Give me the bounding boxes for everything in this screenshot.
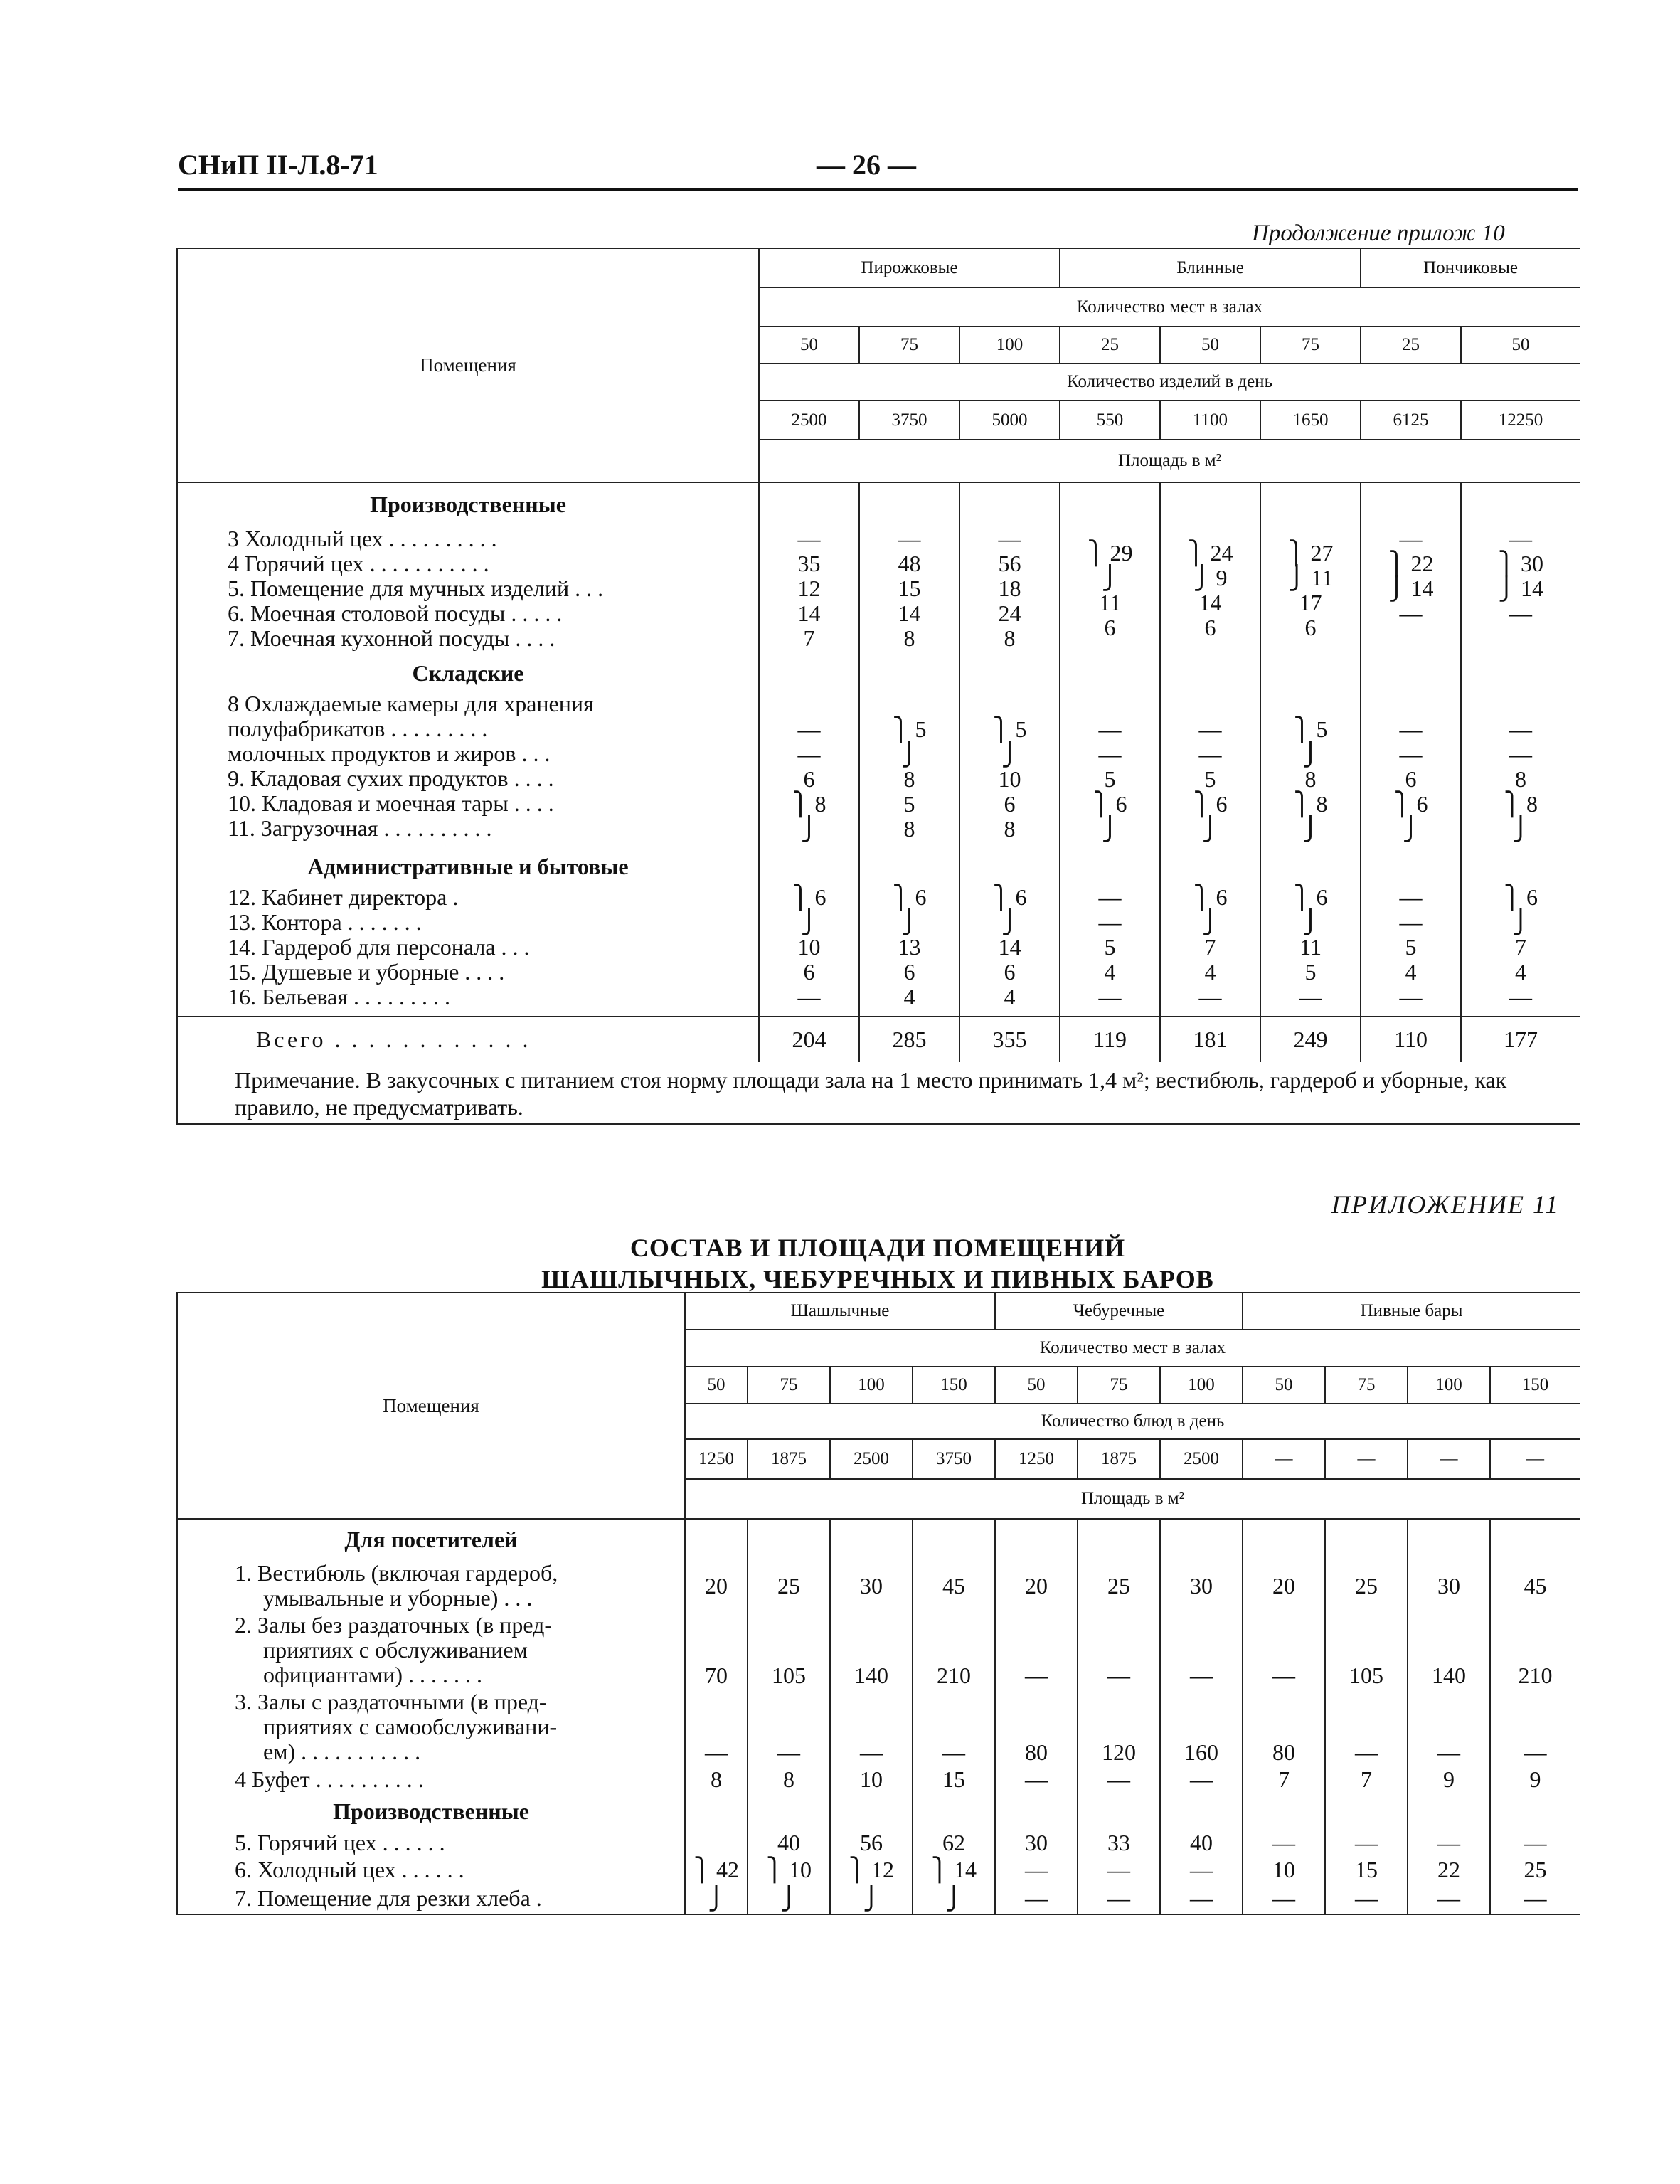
value-cell (685, 1829, 748, 1856)
room-row: приятиях с самообслуживани- (263, 1713, 558, 1739)
value-cell: 56 (830, 1829, 913, 1856)
value-cell: 105 (1325, 1611, 1408, 1688)
total-cell: 355 (959, 1017, 1060, 1062)
value-cell: ⎫ 42 (685, 1856, 748, 1883)
value-column: — — 5 4 — (1361, 885, 1461, 1017)
table-note: Примечание. В закусочных с питанием стоя норму площади зала на 1 место принимать 1,4 м²; вестибюль, гардероб и уборные, как правило, не предусматривать. (177, 1062, 1580, 1124)
value-cell: — (913, 1688, 995, 1765)
value-column: ⎫ 24 ⎭ 9 14 6 (1160, 526, 1260, 654)
value-cell: 40 (748, 1829, 830, 1856)
items-cell: 6125 (1361, 401, 1461, 440)
dishes-cell: — (1490, 1439, 1580, 1479)
seats-cell: 50 (685, 1367, 748, 1404)
value-cell: 62 (913, 1829, 995, 1856)
total-cell: 110 (1361, 1017, 1461, 1062)
value-cell: 9 (1490, 1765, 1580, 1793)
room-row: 4 Буфет . . . . . . . . . . (235, 1766, 424, 1792)
value-cell: 40 (1160, 1829, 1243, 1856)
value-column: ⎫ 6 ⎭ 7 4 — (1461, 885, 1580, 1017)
table-appendix-11 (176, 1292, 1580, 1915)
value-cell: — (1490, 1883, 1580, 1914)
value-cell: — (1078, 1883, 1160, 1914)
value-column: — — 6 ⎫ 6 ⎭ (1361, 691, 1461, 848)
value-cell: — (1160, 1765, 1243, 1793)
area-label: Площадь в м² (685, 1479, 1580, 1519)
room-row: 3. Залы с раздаточными (в пред- (235, 1688, 547, 1714)
value-cell: 80 (995, 1688, 1078, 1765)
group-header: Шашлычные (685, 1293, 995, 1330)
dishes-cell: 2500 (830, 1439, 913, 1479)
value-cell: — (1490, 1688, 1580, 1765)
appendix-title-line: СОСТАВ И ПЛОЩАДИ ПОМЕЩЕНИЙ (629, 1234, 1126, 1262)
value-cell: — (1078, 1611, 1160, 1688)
value-column: ⎫ 29 ⎭ 11 6 (1060, 526, 1160, 654)
value-column: — — 8 ⎫ 8 ⎭ (1461, 691, 1580, 848)
value-cell: 105 (748, 1611, 830, 1688)
rooms-header: Помещения (177, 1293, 685, 1519)
dishes-cell: — (1408, 1439, 1490, 1479)
value-column: — — 6 ⎫ 8 ⎭ (759, 691, 859, 848)
room-row: 3 Холодный цех . . . . . . . . . . (228, 526, 497, 551)
value-column: ⎫ 6 ⎭ 7 4 — (1160, 885, 1260, 1017)
room-row: 13. Контора . . . . . . . (228, 909, 422, 935)
seats-cell: 150 (1490, 1367, 1580, 1404)
value-cell: 30 (830, 1560, 913, 1611)
seats-cell: 75 (748, 1367, 830, 1404)
items-cell: 1100 (1160, 401, 1260, 440)
value-cell: — (1243, 1883, 1325, 1914)
room-row: 4 Горячий цех . . . . . . . . . . . (228, 551, 489, 576)
group-header: Блинные (1060, 248, 1361, 287)
room-row: 5. Горячий цех . . . . . . (235, 1829, 445, 1855)
value-cell: 140 (1408, 1611, 1490, 1688)
value-cell: 7 (1325, 1765, 1408, 1793)
dishes-cell: — (1243, 1439, 1325, 1479)
value-cell: — (685, 1688, 748, 1765)
items-cell: 2500 (759, 401, 859, 440)
room-row: 10. Кладовая и моечная тары . . . . (228, 790, 554, 816)
total-cell: 181 (1160, 1017, 1260, 1062)
value-cell: 10 (1243, 1856, 1325, 1883)
value-column: ⎫ 27 ⎭ 11 17 6 (1260, 526, 1361, 654)
items-cell: 5000 (959, 401, 1060, 440)
room-row: полуфабрикатов . . . . . . . . . (228, 716, 488, 741)
value-cell: — (1408, 1829, 1490, 1856)
section-storage: Складские (177, 654, 759, 691)
appendix-label: ПРИЛОЖЕНИЕ 11 (1331, 1190, 1560, 1219)
value-cell: ⎭ (913, 1883, 995, 1914)
value-cell: 15 (913, 1765, 995, 1793)
group-header: Чебуречные (995, 1293, 1243, 1330)
seats-cell: 50 (759, 327, 859, 364)
room-row: 6. Моечная столовой посуды . . . . . (228, 600, 563, 626)
value-cell: — (1325, 1829, 1408, 1856)
room-row: приятиях с обслуживанием (263, 1636, 528, 1663)
value-cell: — (995, 1611, 1078, 1688)
items-cell: 550 (1060, 401, 1160, 440)
room-row: 7. Помещение для резки хлеба . (235, 1885, 542, 1911)
items-cell: 1650 (1260, 401, 1361, 440)
value-cell: — (995, 1765, 1078, 1793)
dishes-cell: 3750 (913, 1439, 995, 1479)
value-cell: ⎫ 12 (830, 1856, 913, 1883)
value-column: ⎫ 6 ⎭ 14 6 4 (959, 885, 1060, 1017)
value-cell: 210 (913, 1611, 995, 1688)
total-label: Всего . . . . . . . . . . . . (177, 1017, 759, 1062)
value-cell: ⎫ 10 (748, 1856, 830, 1883)
value-cell: — (1078, 1765, 1160, 1793)
value-cell: 30 (995, 1829, 1078, 1856)
value-cell: — (1325, 1688, 1408, 1765)
value-cell: 20 (1243, 1560, 1325, 1611)
seats-cell: 50 (1461, 327, 1580, 364)
room-row: 16. Бельевая . . . . . . . . . (228, 984, 450, 1009)
value-column: — ⎫ 22 ⎭ 14 — (1361, 526, 1461, 654)
dishes-label: Количество блюд в день (685, 1404, 1580, 1439)
value-column: ⎫ 5 ⎭ 8 ⎫ 8 ⎭ (1260, 691, 1361, 848)
value-cell: 8 (748, 1765, 830, 1793)
dishes-cell: 1250 (685, 1439, 748, 1479)
section-visitors: Для посетителей (177, 1519, 685, 1560)
room-row: 2. Залы без раздаточных (в пред- (235, 1611, 553, 1638)
value-cell: — (1408, 1688, 1490, 1765)
seats-cell: 100 (830, 1367, 913, 1404)
dishes-cell: 1875 (748, 1439, 830, 1479)
value-cell: — (830, 1688, 913, 1765)
items-cell: 3750 (859, 401, 959, 440)
section-production: Производственные (177, 482, 759, 526)
document-code: СНиП II-Л.8-71 (178, 149, 378, 181)
dishes-cell: 2500 (1160, 1439, 1243, 1479)
room-row: умывальные и уборные) . . . (263, 1585, 533, 1611)
value-cell: 8 (685, 1765, 748, 1793)
value-cell: 30 (1408, 1560, 1490, 1611)
value-cell: 20 (995, 1560, 1078, 1611)
value-column: — 35 12 14 7 (759, 526, 859, 654)
room-row: 14. Гардероб для персонала . . . (228, 934, 530, 960)
value-column: ⎫ 5 ⎭ 10 6 8 (959, 691, 1060, 848)
room-row: 11. Загрузочная . . . . . . . . . . (228, 815, 492, 841)
table-appendix-10 (176, 248, 1580, 1125)
value-cell: — (995, 1883, 1078, 1914)
total-cell: 285 (859, 1017, 959, 1062)
page-number: — 26 — (817, 149, 916, 181)
seats-cell: 75 (1078, 1367, 1160, 1404)
value-cell: 140 (830, 1611, 913, 1688)
total-cell: 177 (1461, 1017, 1580, 1062)
header-rule (178, 188, 1578, 191)
seats-cell: 75 (1260, 327, 1361, 364)
group-header: Пивные бары (1243, 1293, 1580, 1330)
value-cell: 45 (1490, 1560, 1580, 1611)
appendix-title (178, 1232, 1578, 1295)
value-cell: 45 (913, 1560, 995, 1611)
room-row: 5. Помещение для мучных изделий . . . (228, 576, 604, 601)
seats-label: Количество мест в залах (685, 1330, 1580, 1367)
room-row: 1. Вестибюль (включая гардероб, (235, 1560, 558, 1586)
value-column: — — 5 4 — (1060, 885, 1160, 1017)
value-cell: 25 (748, 1560, 830, 1611)
value-cell: — (1325, 1883, 1408, 1914)
seats-cell: 75 (1325, 1367, 1408, 1404)
group-header: Пирожковые (759, 248, 1060, 287)
items-cell: 12250 (1461, 401, 1580, 440)
room-row: ем) . . . . . . . . . . . (263, 1738, 421, 1764)
value-cell: 15 (1325, 1856, 1408, 1883)
total-cell: 119 (1060, 1017, 1160, 1062)
value-cell: — (1243, 1611, 1325, 1688)
value-cell: 9 (1408, 1765, 1490, 1793)
value-column: — 48 15 14 8 (859, 526, 959, 654)
items-label: Количество изделий в день (759, 364, 1580, 401)
total-cell: 204 (759, 1017, 859, 1062)
value-column: — ⎫ 30 ⎭ 14 — (1461, 526, 1580, 654)
value-cell: 33 (1078, 1829, 1160, 1856)
value-cell: — (1243, 1829, 1325, 1856)
seats-cell: 25 (1361, 327, 1461, 364)
seats-cell: 100 (1160, 1367, 1243, 1404)
value-column: ⎫ 6 ⎭ 10 6 — (759, 885, 859, 1017)
value-cell: 80 (1243, 1688, 1325, 1765)
value-cell: 70 (685, 1611, 748, 1688)
value-cell: 25 (1490, 1856, 1580, 1883)
value-cell: 10 (830, 1765, 913, 1793)
value-cell: — (1160, 1883, 1243, 1914)
group-header: Пончиковые (1361, 248, 1580, 287)
value-cell: ⎫ 14 (913, 1856, 995, 1883)
value-column: ⎫ 6 ⎭ 13 6 4 (859, 885, 959, 1017)
value-cell: — (995, 1856, 1078, 1883)
value-column: ⎫ 5 ⎭ 8 5 8 (859, 691, 959, 848)
room-row: 15. Душевые и уборные . . . . (228, 959, 505, 985)
seats-cell: 100 (959, 327, 1060, 364)
section-production: Производственные (177, 1793, 685, 1829)
value-cell: 210 (1490, 1611, 1580, 1688)
value-cell: ⎭ (685, 1883, 748, 1914)
value-cell: — (1160, 1611, 1243, 1688)
value-cell: — (748, 1688, 830, 1765)
room-row: официантами) . . . . . . . (263, 1661, 483, 1687)
value-column: — 56 18 24 8 (959, 526, 1060, 654)
area-label: Площадь в м² (759, 440, 1580, 482)
continuation-note: Продолжение прилож 10 (1252, 221, 1505, 246)
value-column: — — 5 ⎫ 6 ⎭ (1160, 691, 1260, 848)
appendix-title-line: ШАШЛЫЧНЫХ, ЧЕБУРЕЧНЫХ И ПИВНЫХ БАРОВ (541, 1265, 1214, 1293)
value-cell: 120 (1078, 1688, 1160, 1765)
seats-label: Количество мест в залах (759, 287, 1580, 327)
value-cell: 25 (1325, 1560, 1408, 1611)
seats-cell: 25 (1060, 327, 1160, 364)
seats-cell: 100 (1408, 1367, 1490, 1404)
value-column: ⎫ 6 ⎭ 11 5 — (1260, 885, 1361, 1017)
dishes-cell: 1250 (995, 1439, 1078, 1479)
value-column: — — 5 ⎫ 6 ⎭ (1060, 691, 1160, 848)
room-row: 8 Охлаждаемые камеры для хранения (228, 691, 594, 716)
value-cell: ⎭ (830, 1883, 913, 1914)
room-row: 7. Моечная кухонной посуды . . . . (228, 625, 555, 651)
value-cell: 20 (685, 1560, 748, 1611)
value-cell: 30 (1160, 1560, 1243, 1611)
room-row: молочных продуктов и жиров . . . (228, 741, 551, 766)
value-cell: 7 (1243, 1765, 1325, 1793)
dishes-cell: 1875 (1078, 1439, 1160, 1479)
seats-cell: 75 (859, 327, 959, 364)
value-cell: — (1408, 1883, 1490, 1914)
value-cell: — (1078, 1856, 1160, 1883)
room-row: 12. Кабинет директора . (228, 884, 459, 910)
value-cell: ⎭ (748, 1883, 830, 1914)
seats-cell: 50 (995, 1367, 1078, 1404)
dishes-cell: — (1325, 1439, 1408, 1479)
section-admin: Административные и бытовые (177, 848, 759, 885)
rooms-header: Помещения (177, 248, 759, 482)
value-cell: 22 (1408, 1856, 1490, 1883)
value-cell: 25 (1078, 1560, 1160, 1611)
seats-cell: 50 (1243, 1367, 1325, 1404)
room-row: 9. Кладовая сухих продуктов . . . . (228, 765, 554, 791)
value-cell: — (1490, 1829, 1580, 1856)
value-cell: — (1160, 1856, 1243, 1883)
seats-cell: 150 (913, 1367, 995, 1404)
seats-cell: 50 (1160, 327, 1260, 364)
total-cell: 249 (1260, 1017, 1361, 1062)
value-cell: 160 (1160, 1688, 1243, 1765)
room-row: 6. Холодный цех . . . . . . (235, 1856, 464, 1882)
